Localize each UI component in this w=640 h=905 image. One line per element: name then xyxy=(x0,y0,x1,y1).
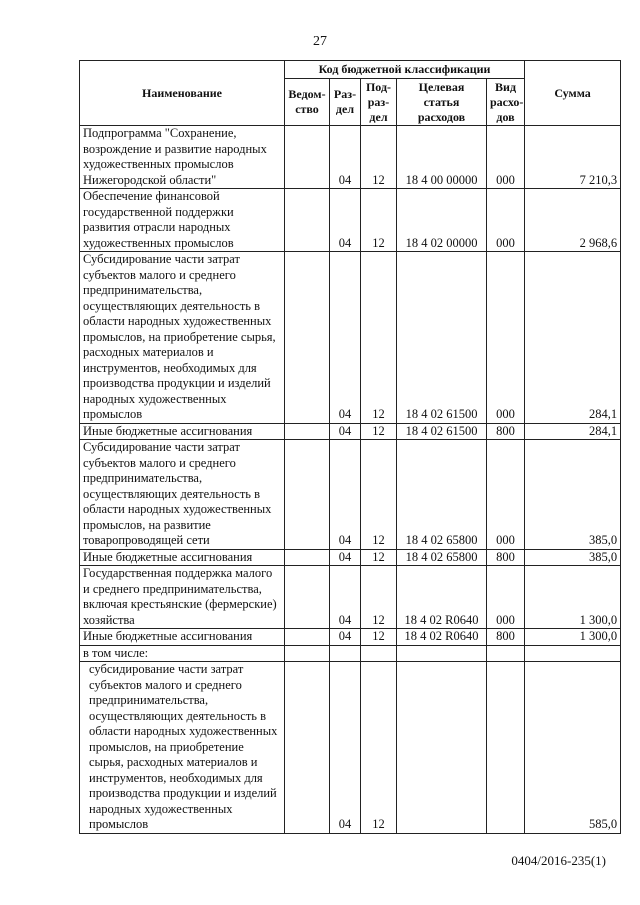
row-target: 18 4 02 61500 xyxy=(397,423,487,440)
row-name-text: субсидирование части затрат субъектов малого и среднего предпринимательства, осуществляющих деятельность в области народных художественных промыслов, на приобретение сырья, расходных материалов и инструментов, необходимых для производства продукции и изделий народных художественных промыслов xyxy=(89,662,278,831)
row-target: 18 4 02 61500 xyxy=(397,252,487,424)
row-razdel: 04 xyxy=(330,629,361,646)
row-razdel: 04 xyxy=(330,566,361,629)
row-summa: 284,1 xyxy=(525,252,621,424)
row-vedomstvo xyxy=(285,440,330,550)
table-row xyxy=(80,645,621,662)
row-summa: 1 300,0 xyxy=(525,566,621,629)
row-name: Субсидирование части затрат субъектов малого и среднего предпринимательства, осуществляющих деятельность в области народных художественных промыслов, на приобретение сырья, расходных материалов и инструментов, необходимых для производства продукции и изделий народных художественных промыслов xyxy=(80,252,285,424)
table-row xyxy=(80,629,621,646)
header-target: Целевая статья расходов xyxy=(397,79,487,126)
row-vedomstvo xyxy=(285,566,330,629)
row-vedomstvo xyxy=(285,252,330,424)
table-row xyxy=(80,423,621,440)
row-vid: 000 xyxy=(487,252,525,424)
row-podrazdel: 12 xyxy=(361,252,397,424)
table-row xyxy=(80,662,621,834)
row-name: Иные бюджетные ассигнования xyxy=(80,423,285,440)
row-summa: 7 210,3 xyxy=(525,126,621,189)
row-podrazdel: 12 xyxy=(361,549,397,566)
row-vedomstvo xyxy=(285,423,330,440)
row-target xyxy=(397,662,487,834)
row-summa: 385,0 xyxy=(525,440,621,550)
row-target: 18 4 02 R0640 xyxy=(397,566,487,629)
row-podrazdel: 12 xyxy=(361,423,397,440)
row-target: 18 4 02 00000 xyxy=(397,189,487,252)
row-name xyxy=(80,662,285,834)
row-vedomstvo xyxy=(285,126,330,189)
row-target: 18 4 02 65800 xyxy=(397,549,487,566)
row-razdel: 04 xyxy=(330,252,361,424)
row-summa: 284,1 xyxy=(525,423,621,440)
table-row xyxy=(80,126,621,189)
row-vedomstvo xyxy=(285,662,330,834)
header-summa: Сумма xyxy=(525,61,621,126)
table-row xyxy=(80,566,621,629)
document-code: 0404/2016-235(1) xyxy=(511,853,606,868)
table-row xyxy=(80,252,621,424)
row-vid: 800 xyxy=(487,423,525,440)
row-razdel: 04 xyxy=(330,189,361,252)
table-row xyxy=(80,189,621,252)
row-vedomstvo xyxy=(285,549,330,566)
budget-table xyxy=(79,60,621,834)
row-podrazdel: 12 xyxy=(361,662,397,834)
row-vid xyxy=(487,645,525,662)
header-name: Наименование xyxy=(80,61,285,126)
row-vid: 000 xyxy=(487,566,525,629)
header-podrazdel: Под-раз-дел xyxy=(361,79,397,126)
row-summa: 2 968,6 xyxy=(525,189,621,252)
row-summa: 585,0 xyxy=(525,662,621,834)
row-vedomstvo xyxy=(285,645,330,662)
row-name: Иные бюджетные ассигнования xyxy=(80,629,285,646)
table-row xyxy=(80,549,621,566)
row-vid: 800 xyxy=(487,549,525,566)
row-target: 18 4 00 00000 xyxy=(397,126,487,189)
row-razdel xyxy=(330,645,361,662)
header-vid: Вид расхо-дов xyxy=(487,79,525,126)
row-target: 18 4 02 65800 xyxy=(397,440,487,550)
row-vid: 000 xyxy=(487,126,525,189)
row-summa: 1 300,0 xyxy=(525,629,621,646)
row-target xyxy=(397,645,487,662)
row-podrazdel: 12 xyxy=(361,126,397,189)
row-podrazdel: 12 xyxy=(361,566,397,629)
header-row-1 xyxy=(80,61,621,79)
row-name: Субсидирование части затрат субъектов малого и среднего предпринимательства, осуществляющих деятельность в области народных художественных промыслов, на развитие товаропроводящей сети xyxy=(80,440,285,550)
row-podrazdel: 12 xyxy=(361,629,397,646)
header-budget-code: Код бюджетной классификации xyxy=(285,61,525,79)
page-number: 27 xyxy=(313,34,327,49)
row-razdel: 04 xyxy=(330,423,361,440)
header-razdel: Раз-дел xyxy=(330,79,361,126)
row-name: Государственная поддержка малого и среднего предпринимательства, включая крестьянские (фермерские) хозяйства xyxy=(80,566,285,629)
row-summa: 385,0 xyxy=(525,549,621,566)
table-row xyxy=(80,440,621,550)
row-vid: 000 xyxy=(487,189,525,252)
row-name: Обеспечение финансовой государственной поддержки развития отрасли народных художественных промыслов xyxy=(80,189,285,252)
row-razdel: 04 xyxy=(330,662,361,834)
row-name: Подпрограмма "Сохранение, возрождение и развитие народных художественных промыслов Нижегородской области" xyxy=(80,126,285,189)
row-podrazdel: 12 xyxy=(361,189,397,252)
row-name: в том числе: xyxy=(80,645,285,662)
row-vid: 000 xyxy=(487,440,525,550)
header-vedomstvo: Ведом-ство xyxy=(285,79,330,126)
row-vid: 800 xyxy=(487,629,525,646)
row-podrazdel: 12 xyxy=(361,440,397,550)
row-razdel: 04 xyxy=(330,549,361,566)
row-target: 18 4 02 R0640 xyxy=(397,629,487,646)
row-podrazdel xyxy=(361,645,397,662)
row-razdel: 04 xyxy=(330,126,361,189)
row-summa xyxy=(525,645,621,662)
row-vid xyxy=(487,662,525,834)
row-name: Иные бюджетные ассигнования xyxy=(80,549,285,566)
row-vedomstvo xyxy=(285,629,330,646)
row-vedomstvo xyxy=(285,189,330,252)
row-razdel: 04 xyxy=(330,440,361,550)
